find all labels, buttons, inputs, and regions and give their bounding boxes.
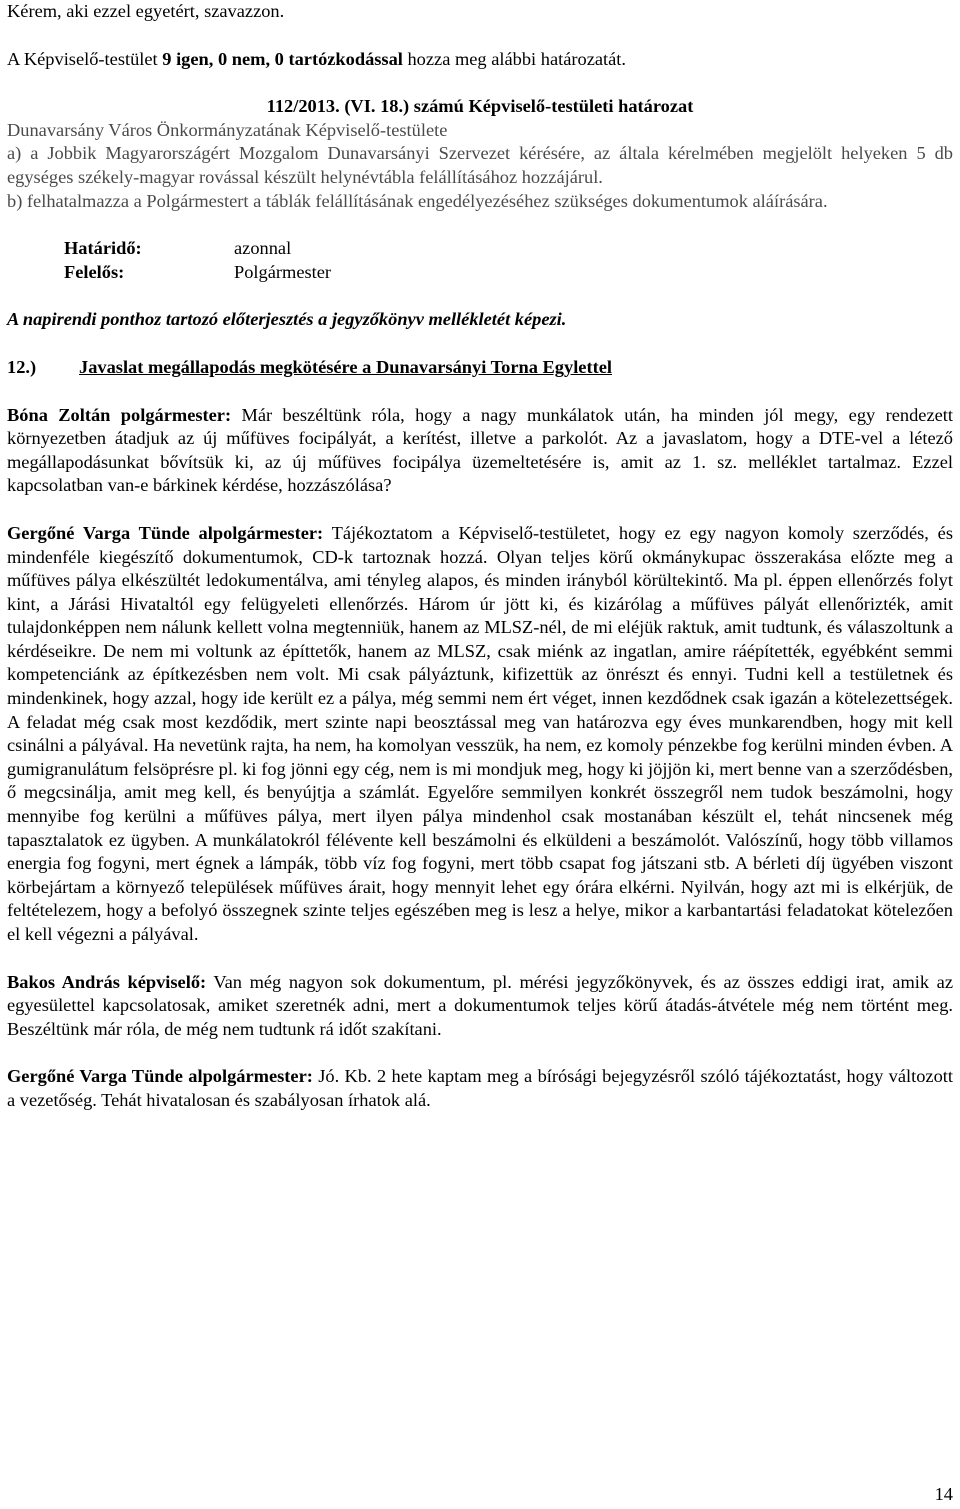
speech-4 (7, 1065, 953, 1112)
responsible-value: Polgármester (234, 261, 332, 282)
vote-pre: A Képviselő-testület (7, 48, 163, 69)
vote-result (7, 48, 953, 72)
deadline-row (64, 237, 953, 261)
resolution-item-a: a) a Jobbik Magyarországért Mozgalom Dunavarsányi Szervezet kérésére, az általa kérelmében megjelölt helyeken 5 db egységes székely-magyar rovással készült helynévtábla felállításához hozzájárul. (7, 143, 953, 187)
agenda-number: 12.) (7, 356, 37, 377)
resolution-body-line: Dunavarsány Város Önkormányzatának Képviselő-testülete (7, 119, 448, 140)
speech-1-text: Már beszéltünk róla, hogy a nagy munkálatok után, ha minden jól megy, egy rendezett környezetben átadjuk az új műfüves focipályát, a kerítést, illetve a parkolót. Az a javaslatom, hogy a DTE-vel a létező megállapodásunkat bővítsük ki, az új műfüves focipálya üzemeltetésére is, amit az 1. sz. melléklet tartalmaz. Ezzel kapcsolatban van-e bárkinek kérdése, hozzászólása? (7, 404, 953, 496)
resolution-heading: 112/2013. (VI. 18.) számú Képviselő-testületi határozat (266, 96, 694, 117)
speech-2-speaker: Gergőné Varga Tünde alpolgármester: (7, 522, 324, 543)
speech-1-speaker: Bóna Zoltán polgármester: (7, 404, 232, 425)
speech-4-text: Jó. Kb. 2 hete kaptam meg a bírósági bejegyzésről szóló tájékoztatást, hogy változott a vezetőség. Tehát hivatalosan és szabályosan írhatok alá. (7, 1066, 953, 1110)
speech-2-text: Tájékoztatom a Képviselő-testületet, hogy ez egy nagyon komoly szerződés, és mindenféle kiegészítő dokumentumok, CD-k tartoznak hozzá. Olyan teljes körű okmánykupac összerakása előzte meg a műfüves pálya elkészültét ledokumentálva, ami tényleg alapos, és minden irányból körültekintő. Ma pl. éppen ellenőrzés folyt kint, a Járási Hivataltól egy felügyeleti ellenőrzés. Három úr jött ki, és kizárólag a műfüves pályát ellenőrizték, amit tulajdonképpen nem nálunk kellett volna megtenniük, hanem az MLSZ-nél, de mi eléjük raktuk, amit tudtunk, és válaszoltunk a kérdéseikre. De nem mi voltunk az építtetők, hanem az MLSZ, csak miénk az ingatlan, amire ráépítették, egyébként semmi kompetenciánk az építkezésben nem volt. Mi csak pályáztunk, kifizettük az önrészt és ennyi. Tudni kell a testületnek és mindenkinek, hogy azzal, hogy ide került ez a pálya, még semmi nem ért véget, innen kezdődnek csak igazán a kötelezettségek. A feladat még csak most kezdődik, mert szinte napi beosztással meg van határozva egy éves munkarendben, hogy mit kell csinálni a pályával. Ha nevetünk rajta, ha nem, ha komolyan vesszük, ha nem, ez komoly pénzekbe fog kerülni minden évben. A gumigranulátum felsöprésre pl. ki fog jönni egy cég, nem is mi mondjuk meg, hogy ki jöjjön ki, mert benne van a szerződésben, ő megcsinálja, amit meg kell, és benyújtja a számlát. Egyelőre semmilyen konkrét összegről nem tudok beszámolni, hogy mennyibe fog kerülni a műfüves pálya, mert ilyen pálya mindenhol csak mostanában készült el, tehát nincsenek még tapasztalatok ez ügyben. A munkálatokról félévente kell beszámolni és elküldeni a beszámolót. Valószínű, hogy több villamos energia fog fogyni, mert égnek a lámpák, több víz fog fogyni, mert több csapat fog játszani stb. A bérleti díj ügyében viszont körbejártam a környező települések műfüves árait, hogy mennyit lehet egy órára elkérni. Nyilván, hogy azt mi is elkérjük, de feltételezem, hogy a befolyó összegnek szinte teljes egészében meg is lesz a helye, mikor a karbantartási feladatokat kötelezően el kell végezni a pályával. (7, 522, 953, 944)
resolution-item-b: b) felhatalmazza a Polgármestert a táblák felállításának engedélyezéséhez szükséges dokumentumok aláírására. (7, 190, 828, 211)
speech-3 (7, 971, 953, 1042)
speech-3-speaker: Bakos András képviselő: (7, 971, 207, 992)
agenda-item (7, 356, 953, 380)
responsible-row (64, 261, 953, 285)
speech-1 (7, 404, 953, 498)
deadline-label: Határidő: (64, 238, 142, 259)
vote-post: hozza meg alábbi határozatát. (402, 48, 627, 69)
speech-2 (7, 522, 953, 947)
intro-line: Kérem, aki ezzel egyetért, szavazzon. (7, 1, 285, 21)
deadline-value: azonnal (234, 238, 292, 259)
page-number: 14 (934, 1484, 953, 1505)
speech-3-text: Van még nagyon sok dokumentum, pl. mérési jegyzőkönyvek, és az összes eddigi irat, amik az egyesülettel kapcsolatosak, amiket szeretnék adni, mert a dokumentumok teljes körű átadás-átvétele még nem történt meg. Beszéltünk már róla, de még nem tudtunk rá időt szakítani. (7, 971, 953, 1039)
speech-4-speaker: Gergőné Varga Tünde alpolgármester: (7, 1066, 313, 1087)
vote-counts: 9 igen, 0 nem, 0 tartózkodással (162, 48, 403, 69)
agenda-title: Javaslat megállapodás megkötésére a Dunavarsányi Torna Egylettel (79, 356, 612, 377)
responsible-label: Felelős: (64, 261, 125, 282)
attachment-note: A napirendi ponthoz tartozó előterjesztés a jegyzőkönyv mellékletét képezi. (7, 309, 567, 330)
